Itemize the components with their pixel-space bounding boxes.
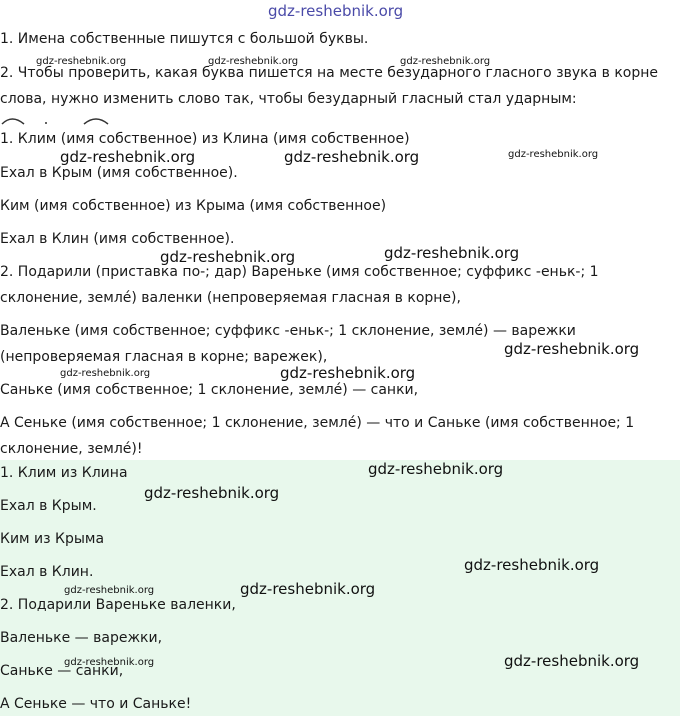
answer-line-3: Ким из Крыма xyxy=(0,531,105,547)
rule-1: 1. Имена собственные пишутся с большой буквы. xyxy=(0,31,369,47)
watermark: gdz-reshebnik.org xyxy=(284,148,420,166)
watermark: gdz-reshebnik.org xyxy=(64,585,155,596)
explained-line-11: склонение, землé)! xyxy=(0,441,143,457)
explained-line-10: А Сеньке (имя собственное; 1 склонение, землé) — что и Саньке (имя собственное; 1 xyxy=(0,415,635,431)
explained-line-6: склонение, землé) валенки (непроверяемая гласная в корне), xyxy=(0,290,461,306)
watermark: gdz-reshebnik.org xyxy=(504,652,640,670)
rule-2-line-1: 2. Чтобы проверить, какая буква пишется на месте безударного гласного звука в корне xyxy=(0,65,659,81)
watermark: gdz-reshebnik.org xyxy=(60,368,151,379)
explained-line-3: Ким (имя собственное) из Крыма (имя собственное) xyxy=(0,198,387,214)
rule-2-line-2: слова, нужно изменить слово так, чтобы безударный гласный стал ударным: xyxy=(0,91,577,107)
explained-line-4: Ехал в Клин (имя собственное). xyxy=(0,231,235,247)
watermark: gdz-reshebnik.org xyxy=(368,460,504,478)
site-link[interactable]: gdz-reshebnik.org xyxy=(268,2,404,20)
explained-line-2: Ехал в Крым (имя собственное). xyxy=(0,165,238,181)
explained-line-7: Валеньке (имя собственное; суффикс -еньк-; 1 склонение, землé) — варежки xyxy=(0,323,576,339)
explained-line-1: 1. Клим (имя собственное) из Клина (имя собственное) xyxy=(0,131,410,147)
answer-line-6: Валеньке — варежки, xyxy=(0,630,163,646)
watermark: gdz-reshebnik.org xyxy=(504,340,640,358)
root-arc-marks xyxy=(0,112,120,126)
watermark: gdz-reshebnik.org xyxy=(384,244,520,262)
watermark: gdz-reshebnik.org xyxy=(64,657,155,668)
answer-line-2: Ехал в Крым. xyxy=(0,498,97,514)
answer-line-1: 1. Клим из Клина xyxy=(0,465,128,481)
watermark: gdz-reshebnik.org xyxy=(280,364,416,382)
answer-line-8: А Сеньке — что и Саньке! xyxy=(0,696,192,712)
watermark: gdz-reshebnik.org xyxy=(464,556,600,574)
explained-line-8: (непроверяемая гласная в корне; варежек), xyxy=(0,349,328,365)
explained-line-9: Саньке (имя собственное; 1 склонение, землé) — санки, xyxy=(0,382,419,398)
watermark: gdz-reshebnik.org xyxy=(36,56,127,67)
watermark: gdz-reshebnik.org xyxy=(60,148,196,166)
watermark: gdz-reshebnik.org xyxy=(400,56,491,67)
answer-line-5: 2. Подарили Вареньке валенки, xyxy=(0,597,236,613)
answer-line-7: Саньке — санки, xyxy=(0,663,124,679)
watermark: gdz-reshebnik.org xyxy=(144,484,280,502)
watermark: gdz-reshebnik.org xyxy=(508,149,599,160)
watermark: gdz-reshebnik.org xyxy=(208,56,299,67)
answer-line-4: Ехал в Клин. xyxy=(0,564,94,580)
explained-line-5: 2. Подарили (приставка по-; дар) Вареньке (имя собственное; суффикс -еньк-; 1 xyxy=(0,264,599,280)
watermark: gdz-reshebnik.org xyxy=(160,248,296,266)
watermark: gdz-reshebnik.org xyxy=(240,580,376,598)
